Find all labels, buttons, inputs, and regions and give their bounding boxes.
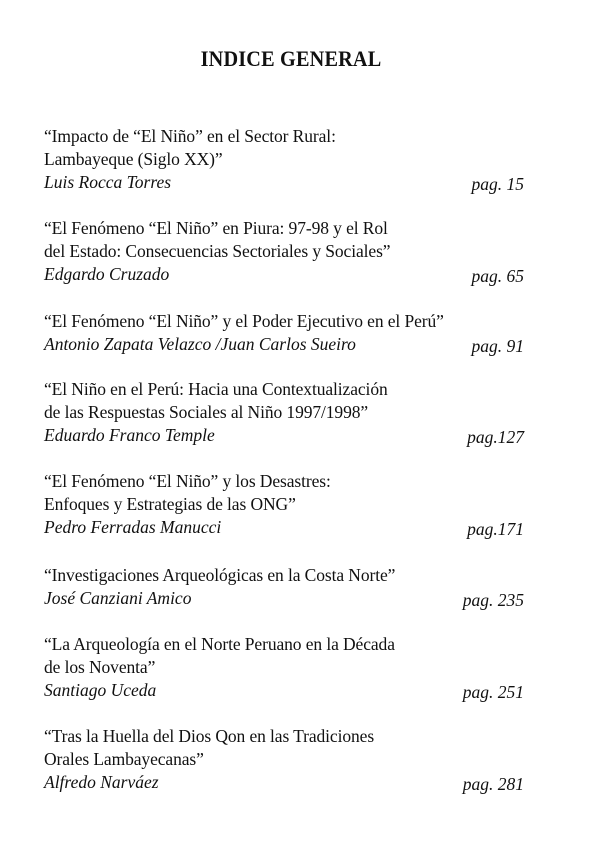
entry-author: Pedro Ferradas Manucci — [44, 517, 222, 537]
entry-title: “Impacto de “El Niño” en el Sector Rural: Lambayeque (Siglo XX)” — [44, 126, 336, 169]
entry-title: “Investigaciones Arqueológicas en la Costa Norte” — [44, 565, 396, 585]
entry-title: “El Niño en el Perú: Hacia una Contextualización de las Respuestas Sociales al Niño 1997/1998” — [44, 379, 388, 422]
toc-entry-6 — [44, 564, 524, 610]
page-title: INDICE GENERAL — [200, 46, 382, 71]
entry-page-number: pag.127 — [467, 427, 524, 447]
entry-author: Edgardo Cruzado — [44, 264, 170, 284]
entry-title: “La Arqueología en el Norte Peruano en la Década de los Noventa” — [44, 634, 395, 677]
entry-author: Luis Rocca Torres — [44, 172, 172, 192]
entry-page-number: pag. 251 — [462, 682, 524, 702]
entry-title: “Tras la Huella del Dios Qon en las Tradiciones Orales Lambayecanas” — [44, 726, 375, 769]
entry-page-number: pag. 281 — [462, 774, 524, 794]
entry-author: Alfredo Narváez — [44, 772, 159, 792]
toc-entry-1 — [44, 125, 524, 194]
toc-entry-7 — [44, 633, 524, 702]
entry-title: “El Fenómeno “El Niño” y los Desastres: Enfoques y Estrategias de las ONG” — [44, 471, 331, 514]
toc-entry-8 — [44, 725, 524, 794]
entry-page-number: pag. 235 — [462, 590, 524, 610]
entry-page-number: pag. 15 — [471, 174, 524, 194]
toc-entry-5 — [44, 470, 524, 539]
entry-author: Santiago Uceda — [44, 680, 157, 700]
toc-entry-3 — [44, 310, 524, 356]
entry-author: Antonio Zapata Velazco /Juan Carlos Sueiro — [44, 334, 356, 354]
entry-page-number: pag.171 — [467, 519, 524, 539]
toc-entry-4 — [44, 378, 524, 447]
entry-page-number: pag. 91 — [471, 336, 524, 356]
entry-author: Eduardo Franco Temple — [44, 425, 215, 445]
toc-entry-2 — [44, 217, 524, 286]
entry-title: “El Fenómeno “El Niño” y el Poder Ejecutivo en el Perú” — [44, 311, 444, 331]
entry-page-number: pag. 65 — [471, 266, 524, 286]
entry-author: José Canziani Amico — [44, 588, 192, 608]
entry-title: “El Fenómeno “El Niño” en Piura: 97-98 y el Rol del Estado: Consecuencias Sectoriales y Sociales” — [44, 218, 391, 261]
